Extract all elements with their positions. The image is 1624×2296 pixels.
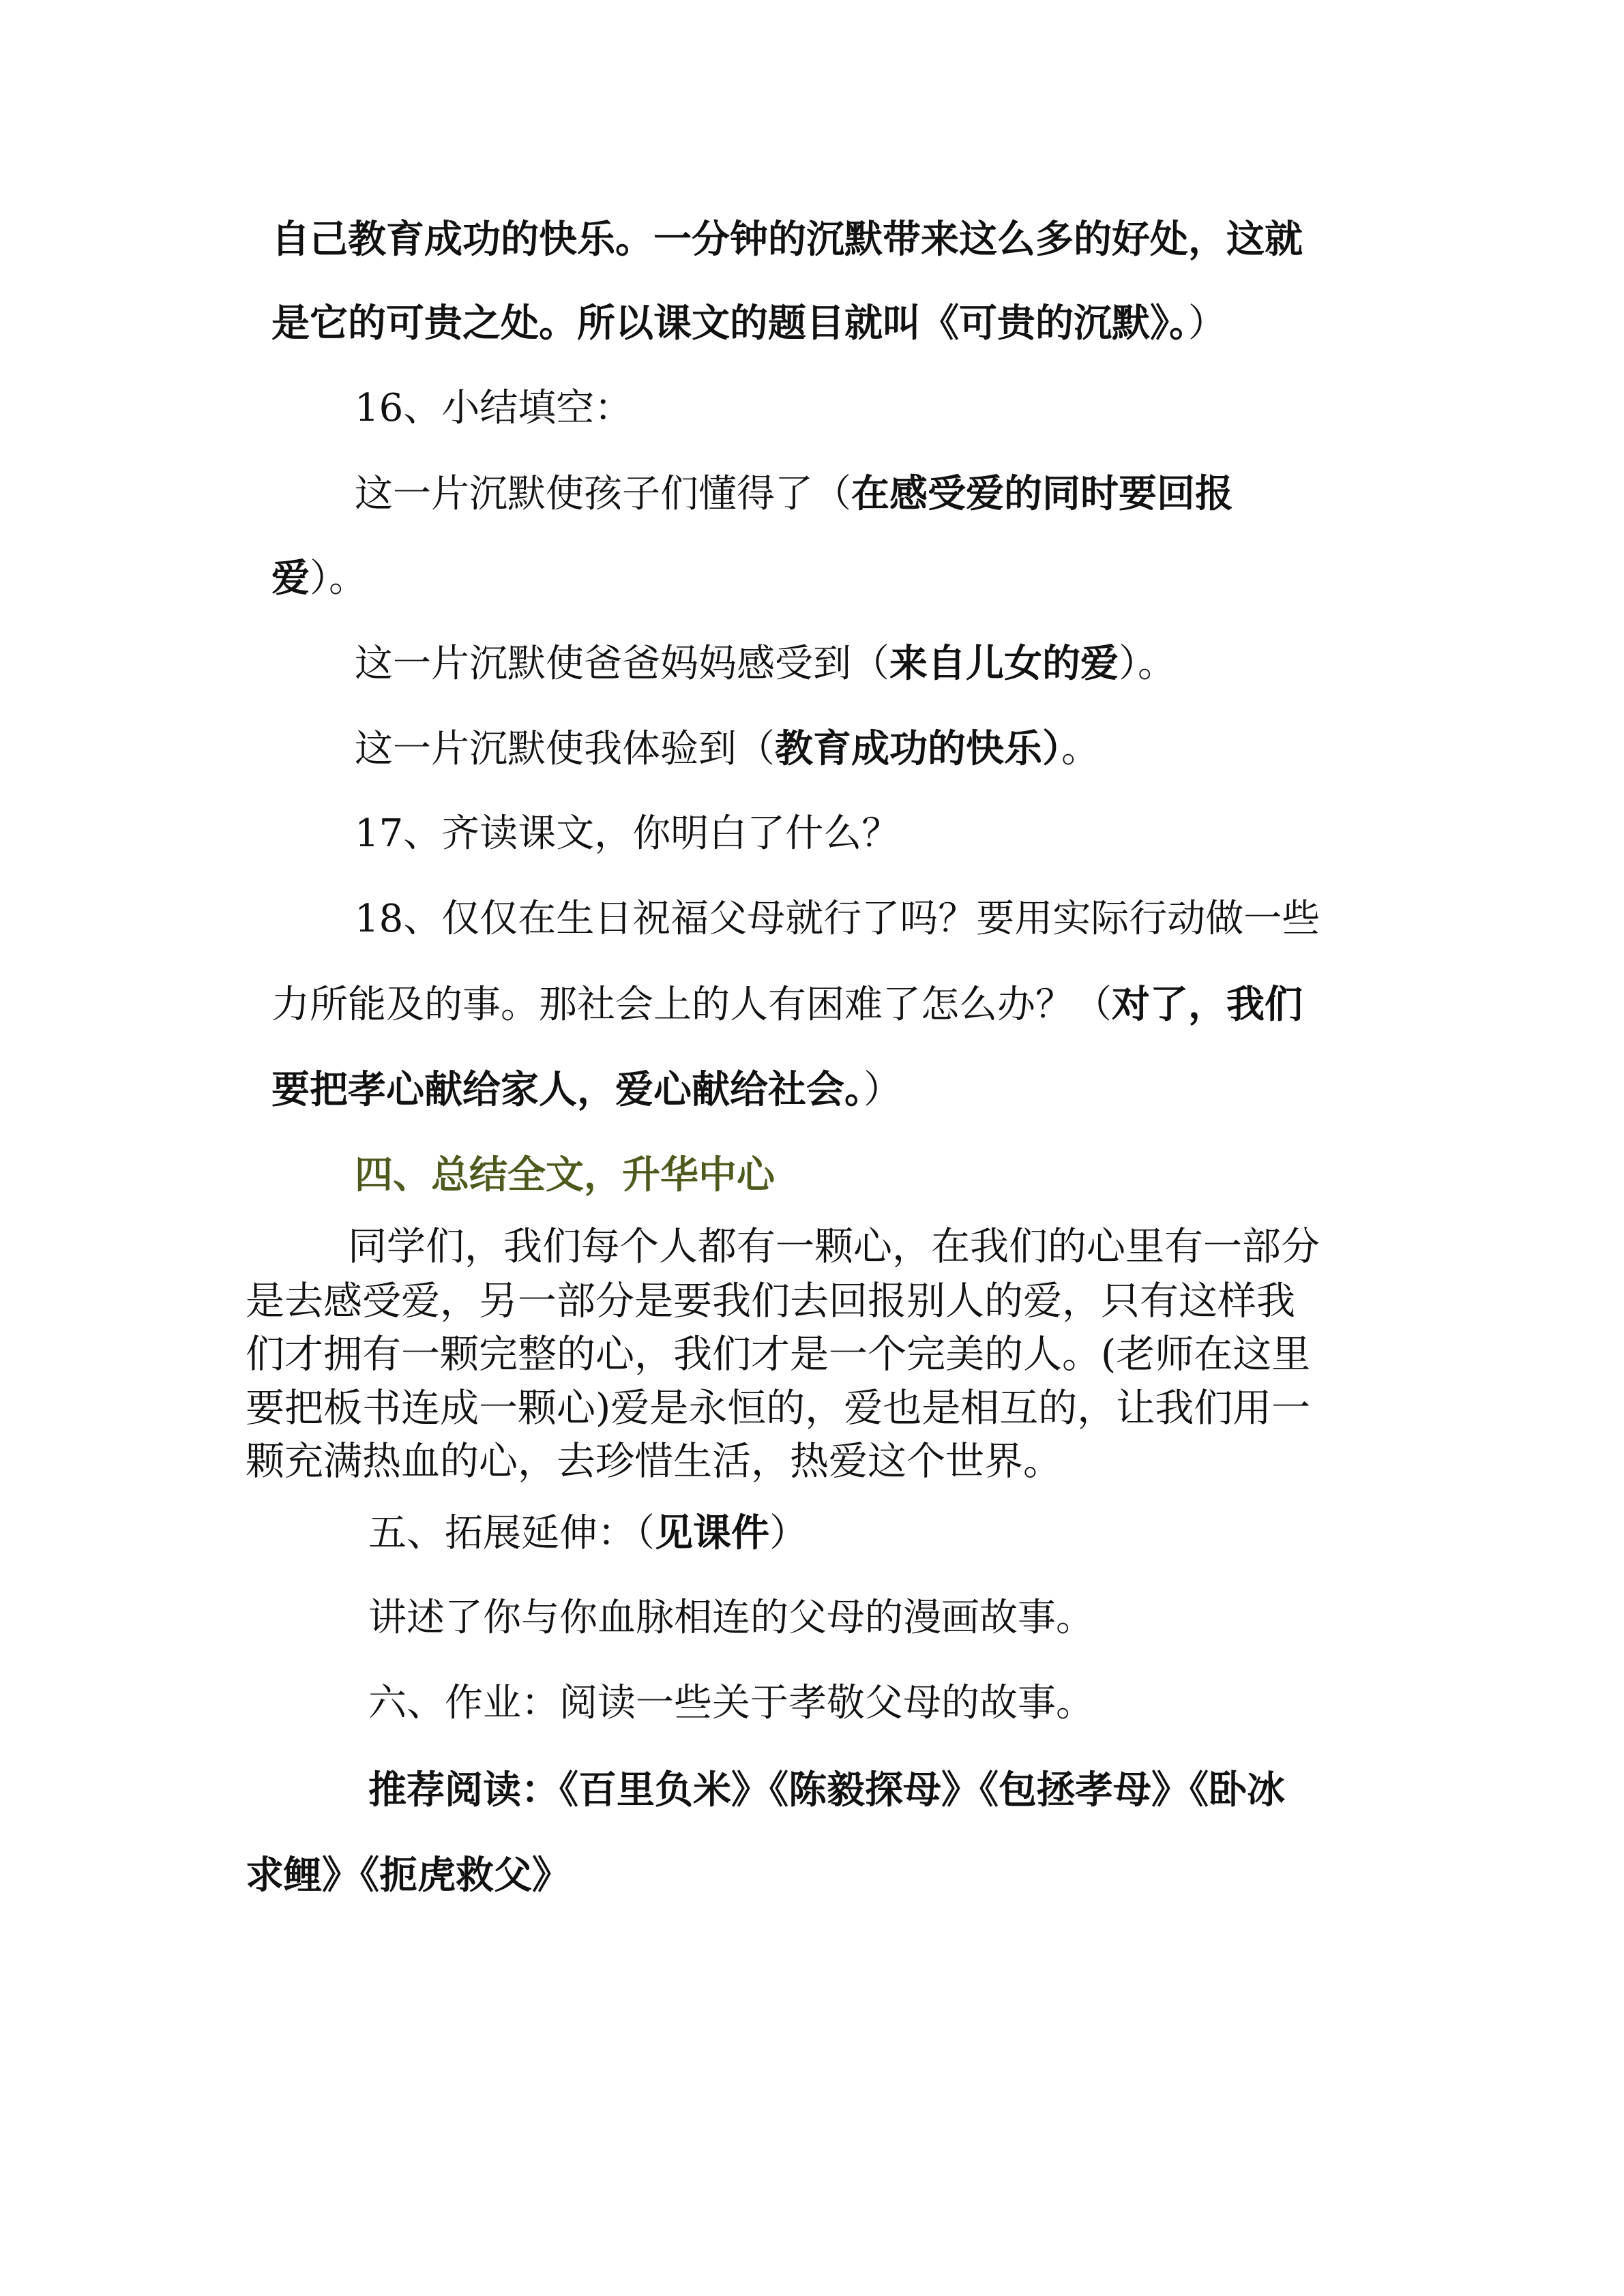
- bold-answer: 来自儿女的爱: [889, 641, 1119, 686]
- fill-blank-line-2: [355, 641, 1176, 686]
- summary-paragraph-line-5: 颗充满热血的心，去珍惜生活，热爱这个世界。: [246, 1439, 1062, 1484]
- item-16: [355, 386, 633, 430]
- plain-text: ）。: [1119, 642, 1176, 686]
- item-18: [355, 897, 1320, 941]
- fill-blank-line-1: [355, 471, 1233, 516]
- bold-answer: 对了，我们: [1112, 982, 1303, 1027]
- section-5-task: [368, 1596, 1094, 1640]
- bold-text: 是它的可贵之处。所以课文的题目就叫《可贵的沉默》。: [271, 301, 1188, 346]
- bold-answer: 要把孝心献给家人，爱心献给社会。: [271, 1067, 863, 1112]
- homework-line: [368, 1681, 1094, 1725]
- plain-text: 六、作业：阅读一些关于孝敬父母的故事。: [368, 1681, 1094, 1725]
- section-heading-4: 四、总结全文，升华中心: [355, 1152, 775, 1197]
- plain-text: 这一片沉默使我体验到（: [355, 727, 775, 771]
- recommended-reading-line-2: [246, 1853, 570, 1898]
- plain-text: 讲述了你与你血脉相连的父母的漫画故事。: [368, 1596, 1094, 1640]
- bold-answer: 教育成功的快乐）: [775, 726, 1061, 771]
- item-17: [355, 811, 900, 856]
- fill-blank-line-1-cont: [271, 556, 367, 601]
- bold-text: 推荐阅读：《百里负米》《陈毅探母》《包拯孝母》《卧冰: [368, 1768, 1285, 1813]
- plain-text: 这一片沉默使孩子们懂得了（: [355, 472, 851, 516]
- bold-text: 自己教育成功的快乐。一分钟的沉默带来这么多的好处，这就: [271, 217, 1303, 262]
- plain-text: 16、小结填空：: [355, 386, 633, 430]
- summary-paragraph-line-2: 是去感受爱，另一部分是要我们去回报别人的爱，只有这样我: [246, 1279, 1295, 1324]
- plain-text: 力所能及的事。那社会上的人有困难了怎么办？（: [271, 983, 1112, 1027]
- text-line-2: [271, 301, 1226, 346]
- bold-text: 见课件: [655, 1510, 769, 1555]
- plain-text: 18、仅仅在生日祝福父母就行了吗？要用实际行动做一些: [355, 897, 1320, 941]
- bold-answer: 爱: [271, 556, 310, 601]
- plain-text: 五、拓展延伸：（: [368, 1511, 655, 1555]
- plain-text: ）。: [310, 556, 367, 601]
- bold-answer: 在感受爱的同时要回报: [851, 471, 1233, 516]
- summary-paragraph-line-1: 同学们，我们每个人都有一颗心，在我们的心里有一部分: [348, 1224, 1320, 1269]
- recommended-reading-line-1: [368, 1768, 1285, 1813]
- fill-blank-line-3: [355, 726, 1099, 771]
- plain-text: 17、齐读课文，你明白了什么？: [355, 811, 900, 856]
- section-5-line: [368, 1510, 808, 1555]
- text-line-1: [271, 217, 1303, 262]
- plain-text: ）: [1188, 301, 1226, 346]
- summary-paragraph-line-3: 们才拥有一颗完整的心，我们才是一个完美的人。(老师在这里: [246, 1332, 1311, 1377]
- plain-text: 。: [1061, 727, 1099, 771]
- item-18-cont-2: [271, 1067, 902, 1112]
- plain-text: 这一片沉默使爸爸妈妈感受到（: [355, 642, 889, 686]
- plain-text: ）: [769, 1511, 808, 1555]
- bold-text: 求鲤》《扼虎救父》: [246, 1853, 570, 1898]
- summary-paragraph-line-4: 要把板书连成一颗心)爱是永恒的，爱也是相互的，让我们用一: [246, 1386, 1311, 1431]
- item-18-cont-1: [271, 982, 1303, 1027]
- plain-text: ）: [863, 1068, 902, 1112]
